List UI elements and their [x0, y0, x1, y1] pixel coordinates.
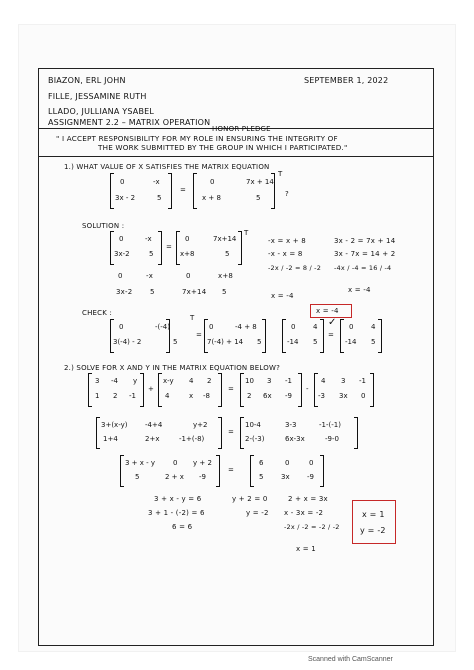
matrix-cell: 10: [245, 377, 254, 385]
equals-sign: =: [328, 331, 335, 339]
matrix-cell: 3: [95, 377, 100, 385]
equals-sign: =: [166, 243, 173, 251]
matrix-cell: y + 2: [193, 459, 212, 467]
matrix-cell: -14: [345, 338, 357, 346]
pledge-line-2: THE WORK SUBMITTED BY THE GROUP IN WHICH I PARTICIPATED.": [98, 143, 348, 152]
checkmark-icon: ✓: [328, 317, 337, 328]
transposed-entry: 5: [150, 288, 155, 296]
q1-rhs-matrix: [193, 174, 275, 208]
check-rhs-matrix: [204, 320, 266, 352]
matrix-cell: -1: [285, 377, 292, 385]
matrix-cell: -1-(-1): [319, 421, 341, 429]
q2-work-1-line-1: 3 + x - y = 6: [154, 495, 202, 503]
work-b-line-2: 3x - 7x = 14 + 2: [334, 250, 396, 258]
q2-simplified-rhs: [250, 456, 324, 486]
matrix-cell: 2 + x: [165, 473, 184, 481]
q2-work-1-line-3: 6 = 6: [172, 523, 193, 531]
solution-rhs-matrix: [176, 232, 242, 264]
work-a-line-3: -2x / -2 = 8 / -2: [268, 264, 322, 272]
matrix-cell: -8: [203, 392, 210, 400]
q2-work-2-line-2: y = -2: [246, 509, 269, 517]
matrix-cell: 4: [371, 323, 376, 331]
matrix-cell: 5: [157, 194, 162, 202]
matrix-cell: -4 + 8: [235, 323, 257, 331]
solution-lhs-matrix: [110, 232, 162, 264]
q1-answer: x = -4: [316, 307, 339, 315]
matrix-cell: 3x: [281, 473, 290, 481]
q2-work-3-line-4: x = 1: [296, 545, 316, 553]
matrix-cell: 5: [225, 250, 230, 258]
matrix-cell: 3 + x - y: [125, 459, 156, 467]
transpose-mark: T: [244, 229, 249, 237]
equals-sign: =: [228, 385, 235, 393]
matrix-cell: 5: [149, 250, 154, 258]
q1-prompt: 1.) WHAT VALUE OF X SATISFIES THE MATRIX EQUATION: [64, 163, 270, 171]
matrix-cell: 0: [120, 178, 125, 186]
matrix-cell: 2: [247, 392, 252, 400]
work-b-line-4: x = -4: [348, 286, 371, 294]
pledge-line-1: " I ACCEPT RESPONSIBILITY FOR MY ROLE IN ENSURING THE INTEGRITY OF: [56, 134, 338, 143]
matrix-cell: 0: [210, 178, 215, 186]
matrix-cell: 7(-4) + 14: [207, 338, 244, 346]
matrix-cell: 2-(-3): [245, 435, 265, 443]
matrix-cell: 3+(x-y): [101, 421, 128, 429]
matrix-cell: 0: [349, 323, 354, 331]
q2-simplified-lhs: [120, 456, 220, 486]
q2-matrix-2: [158, 374, 222, 406]
matrix-cell: 0: [119, 323, 124, 331]
matrix-cell: -1+(-8): [179, 435, 205, 443]
matrix-cell: 3: [267, 377, 272, 385]
question-mark: ?: [285, 190, 289, 198]
matrix-cell: x-y: [163, 377, 174, 385]
equals-sign: =: [196, 331, 203, 339]
matrix-cell: 6: [259, 459, 264, 467]
q2-work-3-line-2: x - 3x = -2: [284, 509, 324, 517]
matrix-cell: 3: [341, 377, 346, 385]
plus-sign: +: [148, 385, 155, 393]
matrix-cell: 4: [189, 377, 194, 385]
matrix-cell: 0: [209, 323, 214, 331]
student-name-3: LLADO, JULLIANA YSABEL: [48, 107, 155, 116]
date: SEPTEMBER 1, 2022: [304, 76, 389, 85]
matrix-cell: 1+4: [103, 435, 118, 443]
check-result-matrix: [282, 320, 324, 352]
matrix-cell: -x: [153, 178, 160, 186]
matrix-cell: -9: [307, 473, 314, 481]
q2-work-2-line-1: y + 2 = 0: [232, 495, 268, 503]
matrix-cell: -x: [145, 235, 152, 243]
matrix-cell: -1: [359, 377, 366, 385]
matrix-cell: 5: [256, 194, 261, 202]
minus-sign: -: [306, 385, 309, 393]
work-a-line-4: x = -4: [271, 292, 294, 300]
q2-sum-matrix: [96, 418, 222, 448]
transpose-mark: T: [190, 314, 195, 322]
equals-sign: =: [180, 186, 187, 194]
q2-prompt: 2.) SOLVE FOR X AND Y IN THE MATRIX EQUATION BELOW?: [64, 364, 280, 372]
work-b-line-3: -4x / -4 = 16 / -4: [334, 264, 392, 272]
transposed-entry: 5: [222, 288, 227, 296]
matrix-cell: 2: [207, 377, 212, 385]
matrix-cell: 4: [165, 392, 170, 400]
matrix-cell: 7x+14: [213, 235, 237, 243]
check-label: CHECK :: [82, 309, 113, 317]
matrix-cell: 0: [173, 459, 178, 467]
matrix-cell: 6x-3x: [285, 435, 305, 443]
matrix-cell: 0: [285, 459, 290, 467]
q2-answer-box: [352, 500, 396, 544]
work-a-line-1: -x = x + 8: [268, 237, 306, 245]
transposed-entry: 0: [118, 272, 123, 280]
work-a-line-2: -x - x = 8: [268, 250, 303, 258]
matrix-cell: 0: [361, 392, 366, 400]
matrix-cell: 4: [321, 377, 326, 385]
equals-sign: =: [228, 428, 235, 436]
matrix-cell: 3(-4) - 2: [113, 338, 142, 346]
matrix-cell: 5: [313, 338, 318, 346]
q2-answer-x: x = 1: [362, 510, 385, 519]
matrix-cell: x: [189, 392, 194, 400]
matrix-cell: 0: [185, 235, 190, 243]
matrix-cell: 0: [291, 323, 296, 331]
matrix-cell: 0: [119, 235, 124, 243]
transposed-entry: 7x+14: [182, 288, 207, 296]
worksheet-border: [38, 68, 434, 646]
solution-label: SOLUTION :: [82, 222, 125, 230]
q1-lhs-matrix: [110, 174, 172, 208]
matrix-cell: x+8: [180, 250, 195, 258]
transposed-entry: 0: [186, 272, 191, 280]
scanner-watermark: Scanned with CamScanner: [308, 656, 393, 663]
matrix-cell: 1: [95, 392, 100, 400]
matrix-cell: 6x: [263, 392, 272, 400]
transposed-entry: 3x-2: [116, 288, 133, 296]
matrix-cell: 5: [259, 473, 264, 481]
matrix-cell: 3-3: [285, 421, 297, 429]
check-result-matrix: [340, 320, 382, 352]
q2-difference-matrix: [240, 418, 358, 448]
q2-answer-y: y = -2: [360, 526, 386, 535]
matrix-cell: 5: [371, 338, 376, 346]
matrix-cell: 3x - 2: [115, 194, 136, 202]
matrix-cell: -9: [285, 392, 292, 400]
q2-work-1-line-2: 3 + 1 - (-2) = 6: [148, 509, 205, 517]
q2-matrix-3: [240, 374, 302, 406]
matrix-cell: -(-4): [155, 323, 170, 331]
matrix-cell: 7x + 14: [246, 178, 274, 186]
assignment-title: ASSIGNMENT 2.2 – MATRIX OPERATION: [48, 118, 211, 127]
equals-sign: =: [228, 466, 235, 474]
matrix-cell: -3: [318, 392, 325, 400]
matrix-cell: 5: [173, 338, 178, 346]
matrix-cell: -9-0: [325, 435, 339, 443]
pledge-title: HONOR PLEDGE: [212, 125, 271, 133]
matrix-cell: -14: [287, 338, 299, 346]
work-b-line-1: 3x - 2 = 7x + 14: [334, 237, 396, 245]
matrix-cell: -4: [111, 377, 118, 385]
matrix-cell: 3x-2: [114, 250, 130, 258]
matrix-cell: 5: [257, 338, 262, 346]
matrix-cell: 4: [313, 323, 318, 331]
matrix-cell: -1: [129, 392, 136, 400]
student-name-2: FILLE, JESSAMINE RUTH: [48, 92, 147, 101]
matrix-cell: 2: [113, 392, 118, 400]
transposed-entry: x+8: [218, 272, 234, 280]
matrix-cell: 10-4: [245, 421, 261, 429]
q2-matrix-4: [314, 374, 374, 406]
matrix-cell: 5: [135, 473, 140, 481]
q2-work-3-line-3: -2x / -2 = -2 / -2: [284, 523, 340, 531]
matrix-cell: y: [133, 377, 138, 385]
transpose-mark: T: [278, 170, 283, 178]
matrix-cell: -4+4: [145, 421, 163, 429]
matrix-cell: y+2: [193, 421, 208, 429]
matrix-cell: 3x: [339, 392, 348, 400]
matrix-cell: -9: [199, 473, 206, 481]
matrix-cell: 2+x: [145, 435, 160, 443]
student-name-1: BIAZON, ERL JOHN: [48, 76, 126, 85]
pledge-divider: [38, 156, 433, 157]
q2-work-3-line-1: 2 + x = 3x: [288, 495, 328, 503]
q2-matrix-1: [88, 374, 144, 406]
matrix-cell: x + 8: [202, 194, 221, 202]
transposed-entry: -x: [146, 272, 154, 280]
matrix-cell: 0: [309, 459, 314, 467]
check-lhs-matrix: [110, 320, 178, 352]
